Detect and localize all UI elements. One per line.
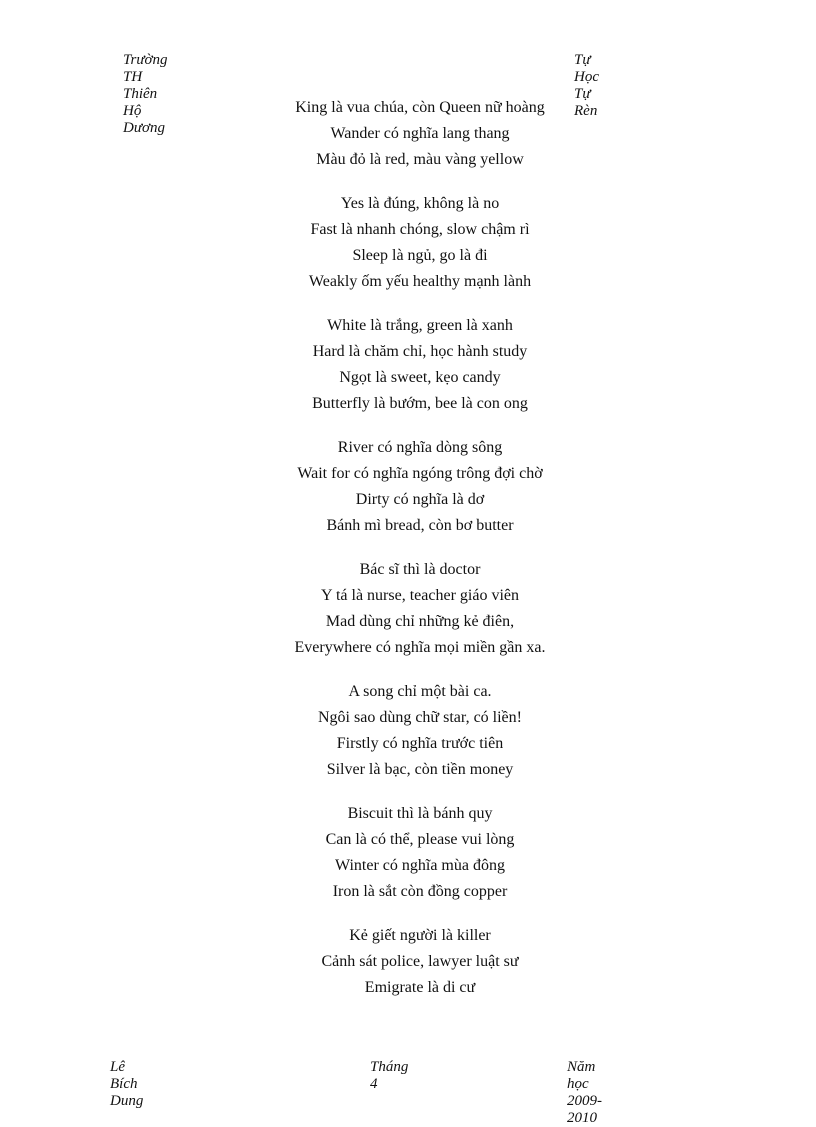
poem-line: Yes là đúng, không là no — [340, 195, 500, 212]
poem-line: Mad dùng chỉ những kẻ điên, — [325, 613, 515, 630]
poem-line: Iron là sắt còn đồng copper — [332, 883, 508, 900]
poem-line: Bánh mì bread, còn bơ butter — [326, 517, 514, 534]
poem-line: A song chỉ một bài ca. — [348, 683, 492, 700]
poem-stanza — [170, 679, 670, 783]
poem-line: Sleep là ngủ, go là đi — [352, 247, 488, 264]
poem-line: King là vua chúa, còn Queen nữ hoàng — [295, 99, 545, 116]
poem-line: Can là có thể, please vui lòng — [325, 831, 515, 848]
footer-author: Lê Bích Dung — [110, 1059, 144, 1109]
poem-line: Wander có nghĩa lang thang — [330, 125, 510, 142]
poem-line: Wait for có nghĩa ngóng trông đợi chờ — [297, 465, 543, 482]
poem-stanza — [170, 557, 670, 661]
header-school-name: Trường TH Thiên Hộ Dương — [123, 52, 168, 136]
poem-stanza — [170, 313, 670, 417]
poem-line: Butterfly là bướm, bee là con ong — [312, 395, 528, 412]
poem-line: Dirty có nghĩa là dơ — [355, 491, 485, 508]
poem-line: White là trắng, green là xanh — [327, 317, 513, 334]
poem-line: Everywhere có nghĩa mọi miền gần xa. — [294, 639, 546, 656]
poem-line: Màu đỏ là red, màu vàng yellow — [316, 151, 524, 168]
poem-line: River có nghĩa dòng sông — [337, 439, 503, 456]
poem — [170, 95, 670, 1019]
poem-line: Biscuit thì là bánh quy — [347, 805, 493, 822]
poem-line: Ngọt là sweet, kẹo candy — [339, 369, 501, 386]
poem-line: Hard là chăm chỉ, học hành study — [312, 343, 528, 360]
poem-line: Winter có nghĩa mùa đông — [335, 857, 505, 874]
poem-line: Y tá là nurse, teacher giáo viên — [321, 587, 519, 604]
poem-line: Fast là nhanh chóng, slow chậm rì — [310, 221, 530, 238]
poem-line: Kẻ giết người là killer — [349, 927, 491, 944]
poem-line: Firstly có nghĩa trước tiên — [336, 735, 504, 752]
poem-stanza — [170, 95, 670, 173]
footer-month: Tháng 4 — [370, 1059, 409, 1092]
poem-stanza — [170, 801, 670, 905]
poem-line: Silver là bạc, còn tiền money — [326, 761, 514, 778]
poem-line: Ngôi sao dùng chữ star, có liền! — [318, 709, 522, 726]
poem-stanza — [170, 435, 670, 539]
poem-line: Emigrate là di cư — [364, 979, 476, 996]
poem-stanza — [170, 191, 670, 295]
poem-line: Bác sĩ thì là doctor — [359, 561, 481, 578]
footer-school-year: Năm học 2009-2010 — [567, 1059, 602, 1126]
poem-line: Weakly ốm yếu healthy mạnh lành — [308, 273, 532, 290]
header-motto: Tự Học Tự Rèn — [574, 52, 599, 119]
poem-line: Cảnh sát police, lawyer luật sư — [321, 953, 519, 970]
poem-stanza — [170, 923, 670, 1001]
